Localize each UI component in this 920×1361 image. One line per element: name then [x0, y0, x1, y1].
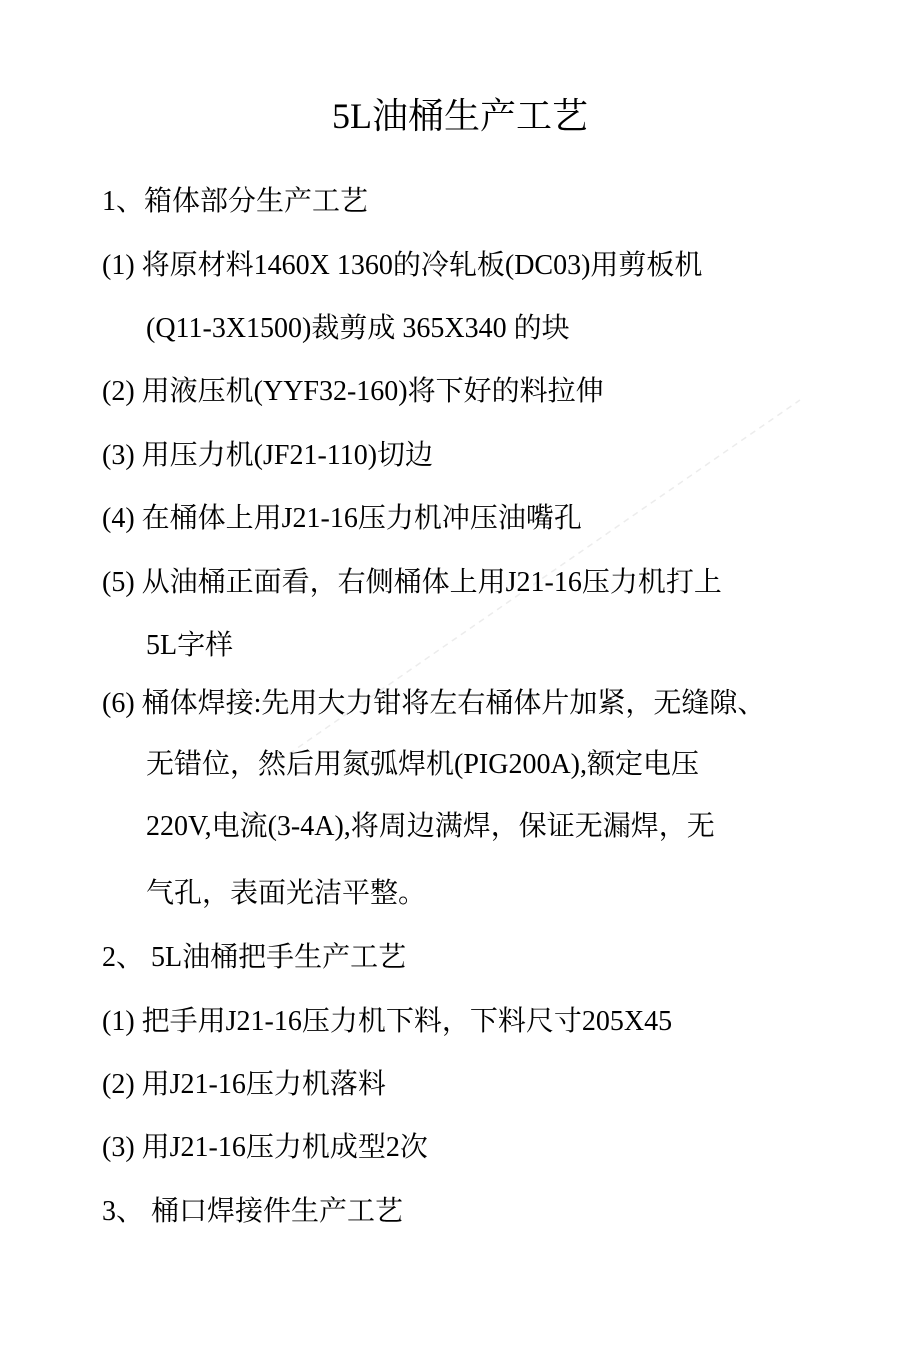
- section-2-heading: 2、 5L油桶把手生产工艺: [102, 942, 407, 973]
- step-1-1-line-2: (Q11-3X1500)裁剪成 365X340 的块: [146, 313, 570, 344]
- section-1-heading: 1、箱体部分生产工艺: [102, 186, 369, 217]
- step-1-5-line-2: 5L字样: [146, 630, 234, 661]
- step-1-6-line-2: 无错位，然后用氮弧焊机(PIG200A),额定电压: [146, 749, 699, 780]
- step-1-6-line-1: (6) 桶体焊接:先用大力钳将左右桶体片加紧，无缝隙、: [102, 688, 766, 719]
- step-1-4: (4) 在桶体上用J21-16压力机冲压油嘴孔: [102, 503, 582, 534]
- document-title: 5L油桶生产工艺: [332, 96, 588, 136]
- step-2-1: (1) 把手用J21-16压力机下料，下料尺寸205X45: [102, 1006, 673, 1037]
- section-3-heading: 3、 桶口焊接件生产工艺: [102, 1196, 404, 1227]
- step-2-2: (2) 用J21-16压力机落料: [102, 1069, 386, 1100]
- step-1-1-line-1: (1) 将原材料1460X 1360的冷轧板(DC03)用剪板机: [102, 250, 703, 281]
- step-2-3: (3) 用J21-16压力机成型2次: [102, 1132, 428, 1163]
- step-1-6-line-3: 220V,电流(3-4A),将周边满焊，保证无漏焊，无: [146, 811, 715, 842]
- step-1-5-line-1: (5) 从油桶正面看，右侧桶体上用J21-16压力机打上: [102, 567, 722, 598]
- step-1-3: (3) 用压力机(JF21-110)切边: [102, 440, 434, 471]
- step-1-2: (2) 用液压机(YYF32-160)将下好的料拉伸: [102, 376, 604, 407]
- step-1-6-line-4: 气孔，表面光洁平整。: [146, 878, 427, 909]
